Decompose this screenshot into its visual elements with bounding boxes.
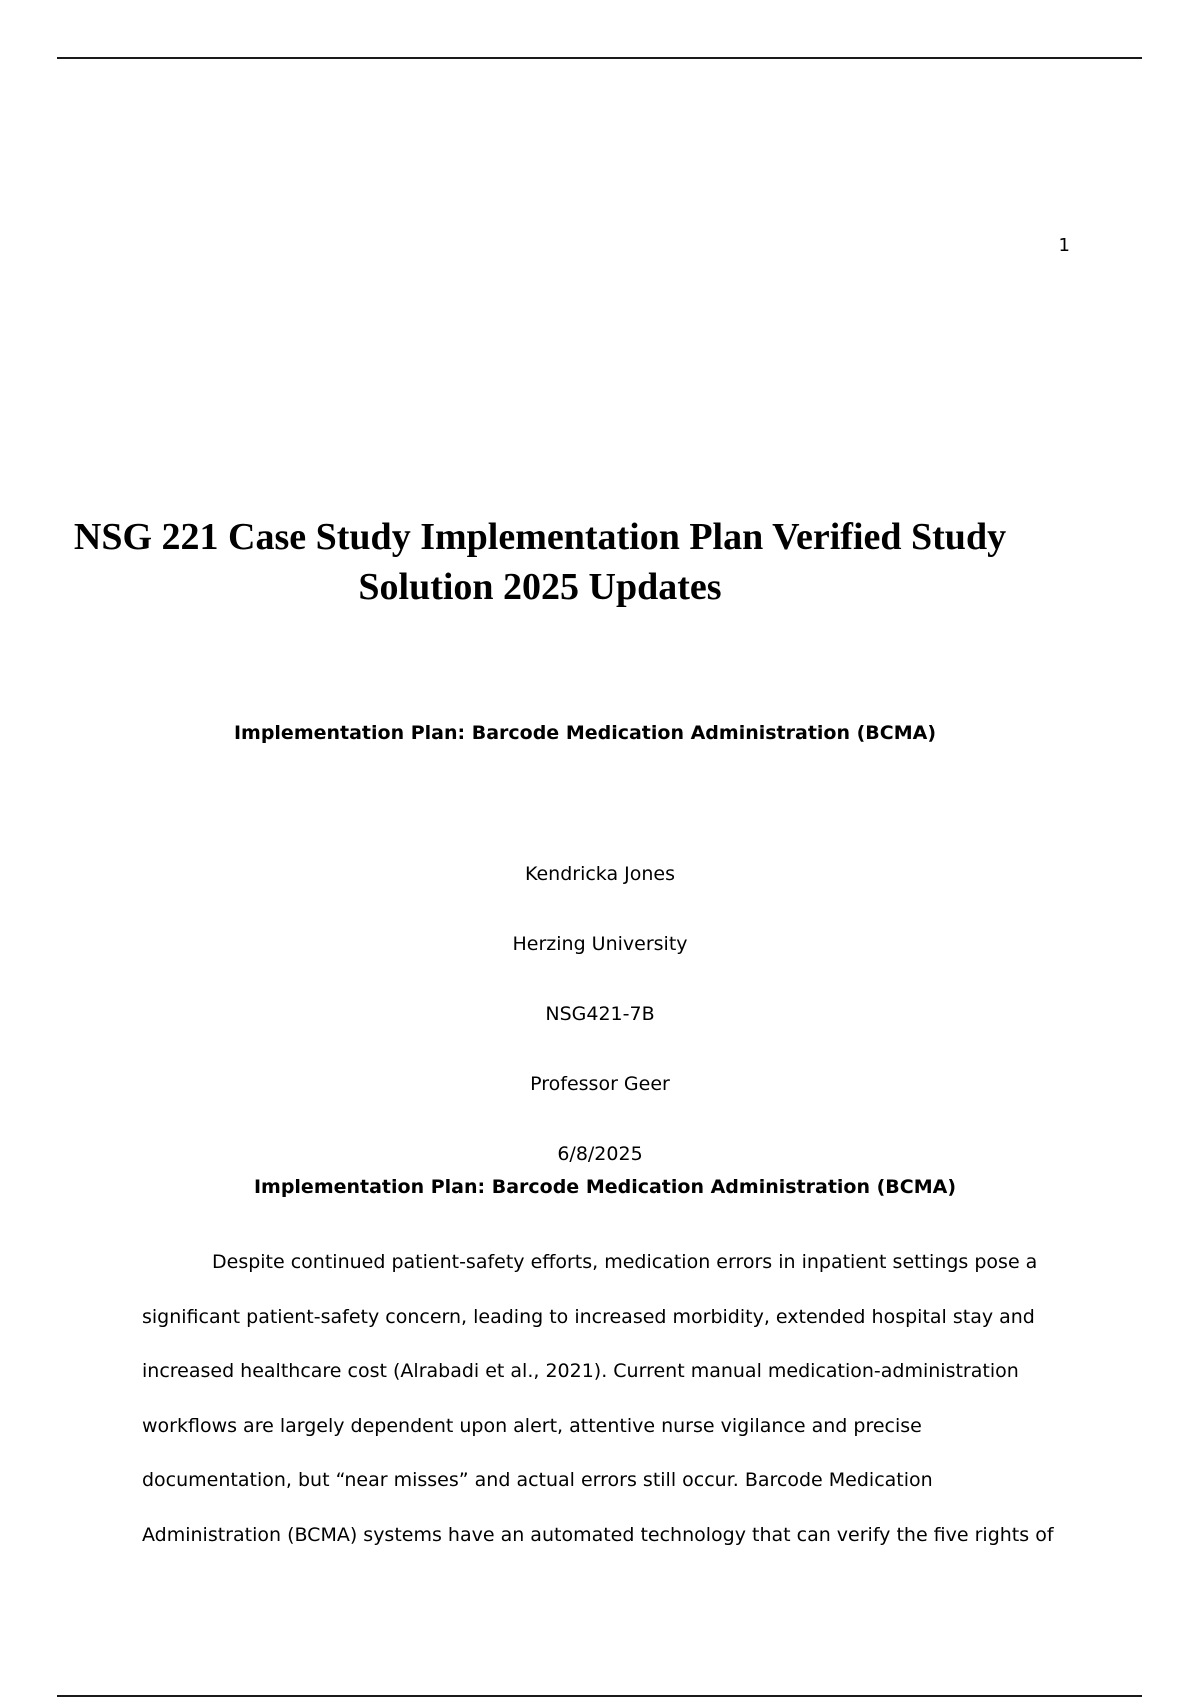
course-code: NSG421-7B (545, 1003, 655, 1025)
submission-date: 6/8/2025 (557, 1143, 643, 1165)
body-line: workflows are largely dependent upon alert, attentive nurse vigilance and precise (142, 1414, 922, 1437)
body-line: increased healthcare cost (Alrabadi et al., 2021). Current manual medication-administration (142, 1360, 1019, 1382)
body-paragraph (142, 1235, 1072, 1562)
body-line: Despite continued patient-safety efforts, medication errors in inpatient settings pose a (212, 1251, 1038, 1273)
document-title (40, 512, 1040, 612)
instructor-name: Professor Geer (530, 1073, 670, 1095)
body-line: Administration (BCMA) systems have an automated technology that can verify the five rights of (142, 1523, 1054, 1546)
institution-name: Herzing University (512, 933, 688, 955)
top-rule (57, 57, 1142, 59)
page-number: 1 (1058, 235, 1070, 256)
body-line: significant patient-safety concern, leading to increased morbidity, extended hospital stay and (142, 1305, 1035, 1328)
bottom-rule (57, 1695, 1142, 1697)
body-line: documentation, but “near misses” and actual errors still occur. Barcode Medication (142, 1469, 933, 1491)
body-heading: Implementation Plan: Barcode Medication Administration (BCMA) (253, 1176, 957, 1198)
document-title-line-2: Solution 2025 Updates (358, 566, 722, 608)
author-name: Kendricka Jones (524, 863, 676, 885)
cover-heading: Implementation Plan: Barcode Medication Administration (BCMA) (233, 722, 937, 744)
document-title-line-1: NSG 221 Case Study Implementation Plan Verified Study (73, 516, 1007, 558)
